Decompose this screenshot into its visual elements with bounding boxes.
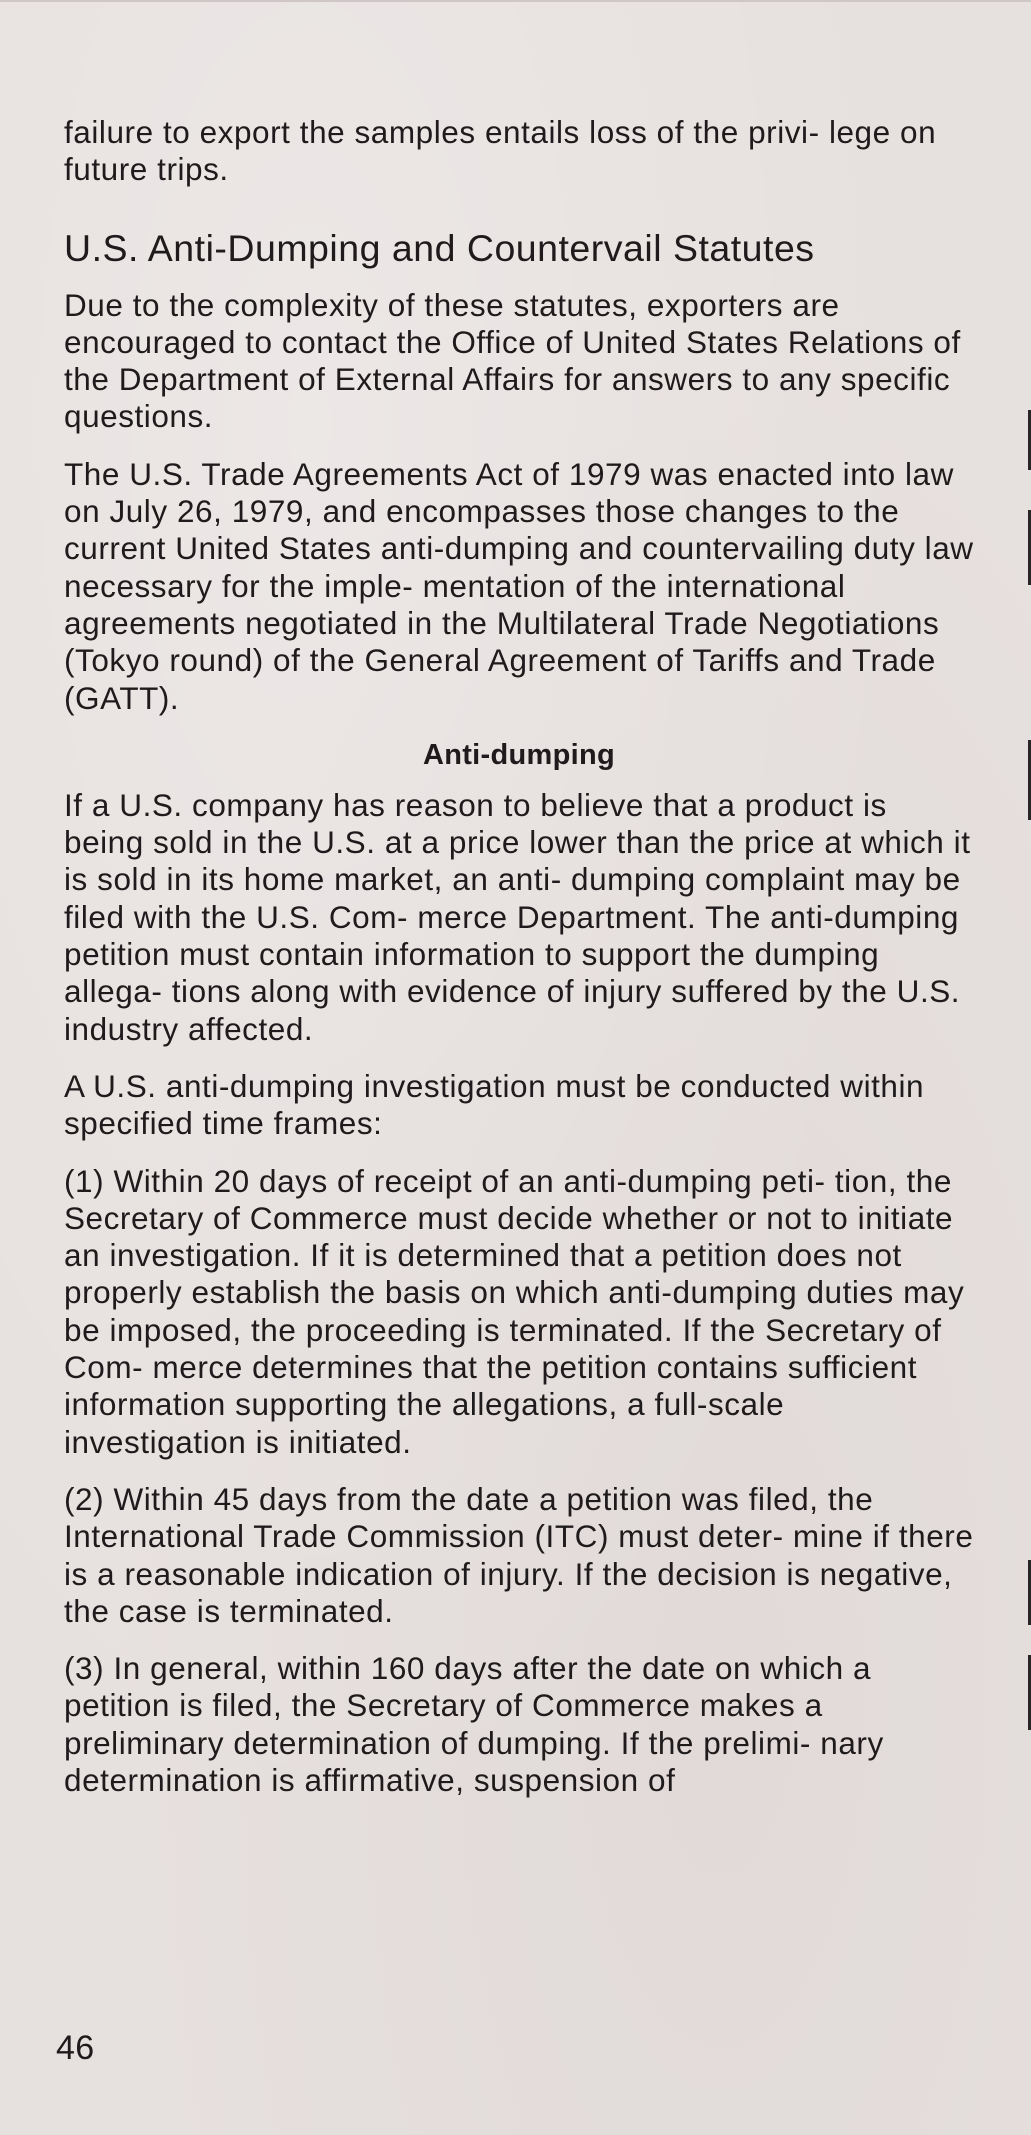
subsection-heading: Anti-dumping xyxy=(422,738,616,771)
body-paragraph: Due to the complexity of these statutes, exporters are encouraged to contact the Office of United States Relations of the Department of External Affairs for answers to any specific questions. xyxy=(64,286,961,435)
continuation-paragraph: failure to export the samples entails loss of the privi- lege on future trips. xyxy=(64,114,937,188)
list-item-paragraph: (3) In general, within 160 days after the date on which a petition is filed, the Secretary of Commerce makes a preliminary determination of dumping. If the prelimi- nary determination is affirmative, suspension of xyxy=(64,1650,884,1798)
list-item-paragraph: (1) Within 20 days of receipt of an anti-dumping peti- tion, the Secretary of Commerce must decide whether or not to initiate an investigation. If it is determined that a petition does not properly establish the basis on which anti-dumping duties may be imposed, the proceeding is terminated. If the Secretary of Com- merce determines that the petition contains sufficient information supporting the allegations, a full-scale investigation is initiated. xyxy=(64,1162,965,1460)
section-heading: U.S. Anti-Dumping and Countervail Statutes xyxy=(64,226,815,269)
body-paragraph: The U.S. Trade Agreements Act of 1979 was enacted into law on July 26, 1979, and encompasses those changes to the current United States anti-dumping and countervailing duty law necessary for the imple- mentation of the international agreements negotiated in the Multilateral Trade Negotiations (Tokyo round) of the General Agreement of Tariffs and Trade (GATT). xyxy=(64,455,974,716)
list-item-paragraph: (2) Within 45 days from the date a petition was filed, the International Trade Commission (ITC) must deter- mine if there is a reasonable indication of injury. If the decision is negative, the case is terminated. xyxy=(64,1480,974,1629)
body-paragraph: A U.S. anti-dumping investigation must be conducted within specified time frames: xyxy=(64,1067,925,1142)
page-number: 46 xyxy=(56,2029,95,2067)
body-paragraph: If a U.S. company has reason to believe that a product is being sold in the U.S. at a price lower than the price at which it is sold in its home market, an anti- dumping complaint may be filed with the U.S. Com- merce Department. The anti-dumping petition must contain information to support the dumping allega- tions along with evidence of injury suffered by the U.S. industry affected. xyxy=(64,786,971,1047)
page-top-edge xyxy=(0,0,1031,2)
page-body xyxy=(64,114,974,1819)
